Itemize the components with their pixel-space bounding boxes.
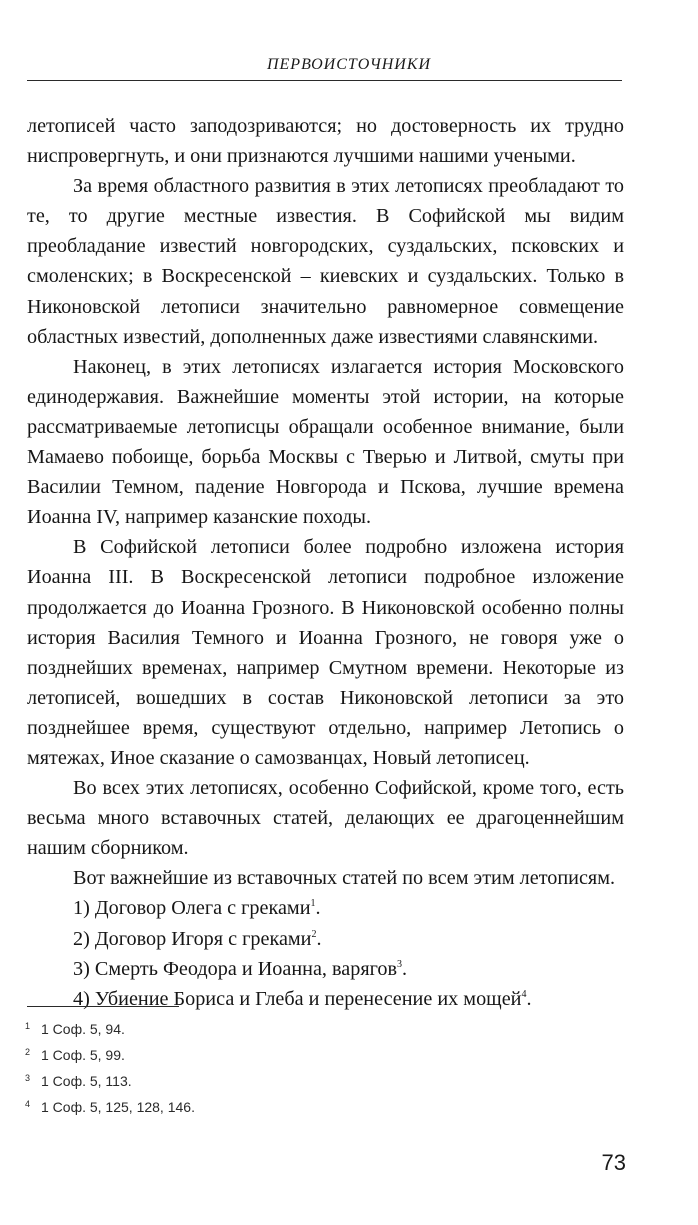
list-item	[27, 954, 624, 984]
footnote-ref[interactable]: 1	[310, 898, 316, 910]
footnotes	[25, 1016, 425, 1120]
footnote-rule	[27, 1006, 179, 1007]
paragraph-continued: летописей часто заподозриваются; но достоверность их трудно ниспровергнуть, и они признаются лучшими нашими учеными.	[27, 115, 624, 168]
main-text	[27, 111, 624, 1014]
list-item-text: 1) Договор Олега с греками	[73, 897, 311, 920]
list-item	[27, 984, 624, 1014]
footnote: 1 1 Соф. 5, 94.	[25, 1021, 125, 1037]
paragraph: Вот важнейшие из вставочных статей по всем этим летописям.	[73, 867, 616, 890]
paragraph: В Софийской летописи более подробно изложена история Иоанна III. В Воскресенской летописи подробное изложение продолжается до Иоанна Грозного. В Никоновской особенно полны история Василия Темного и Иоанна Грозного, не говоря уже о позднейших временах, например Смутном времени. Некоторые из летописей, вошедших в состав Никоновской летописи за это позднейшее время, существуют отдельно, например Летопись о мятежах, Иное сказание о самозванцах, Новый летописец.	[27, 536, 624, 769]
list-item-text: 4) Убиение Бориса и Глеба и перенесение их мощей	[73, 987, 522, 1010]
footnote-text: 1 Соф. 5, 94.	[41, 1021, 125, 1037]
footnote-ref[interactable]: 4	[521, 988, 527, 1000]
paragraph: Наконец, в этих летописях излагается история Московского единодержавия. Важнейшие моменты этой истории, на которые рассматриваемые летописцы обращали особенное внимание, были Мамаево побоище, борьба Москвы с Тверью и Литвой, смуты при Василии Темном, падение Новгорода и Пскова, лучшие времена Иоанна IV, например казанские походы.	[27, 355, 624, 529]
list-item	[27, 924, 624, 954]
list-item-text: 3) Смерть Феодора и Иоанна, варягов	[73, 957, 398, 980]
footnote-text: 1 Соф. 5, 99.	[41, 1047, 125, 1063]
list-item-end: .	[402, 957, 408, 980]
footnote-text: 1 Соф. 5, 125, 128, 146.	[41, 1099, 195, 1115]
header-rule	[27, 80, 622, 81]
list-item-end: .	[315, 897, 321, 920]
paragraph: Во всех этих летописях, особенно Софийской, кроме того, есть весьма много вставочных статей, делающих ее драгоценнейшим нашим сборником.	[27, 777, 624, 860]
footnote: 4 1 Соф. 5, 125, 128, 146.	[25, 1099, 195, 1115]
list-item-end: .	[526, 987, 532, 1010]
footnote-text: 1 Соф. 5, 113.	[41, 1073, 132, 1089]
paragraph: За время областного развития в этих летописях преобладают то те, то другие местные известия. В Софийской мы видим преобладание известий новгородских, суздальских, псковских и смоленских; в Воскресенской – киевских и суздальских. Только в Никоновской летописи значительно равномерное совмещение областных известий, дополненных даже известиями славянскими.	[27, 175, 624, 348]
list-item	[27, 893, 624, 923]
footnote-ref[interactable]: 2	[311, 928, 317, 940]
list-item-end: .	[316, 927, 322, 950]
footnote: 3 1 Соф. 5, 113.	[25, 1073, 132, 1089]
running-title: ПЕРВОИСТОЧНИКИ	[266, 56, 432, 73]
footnote: 2 1 Соф. 5, 99.	[25, 1047, 125, 1063]
page-number: 73	[601, 1150, 626, 1175]
list-item-text: 2) Договор Игоря с греками	[73, 927, 312, 950]
footnote-ref[interactable]: 3	[397, 958, 403, 970]
